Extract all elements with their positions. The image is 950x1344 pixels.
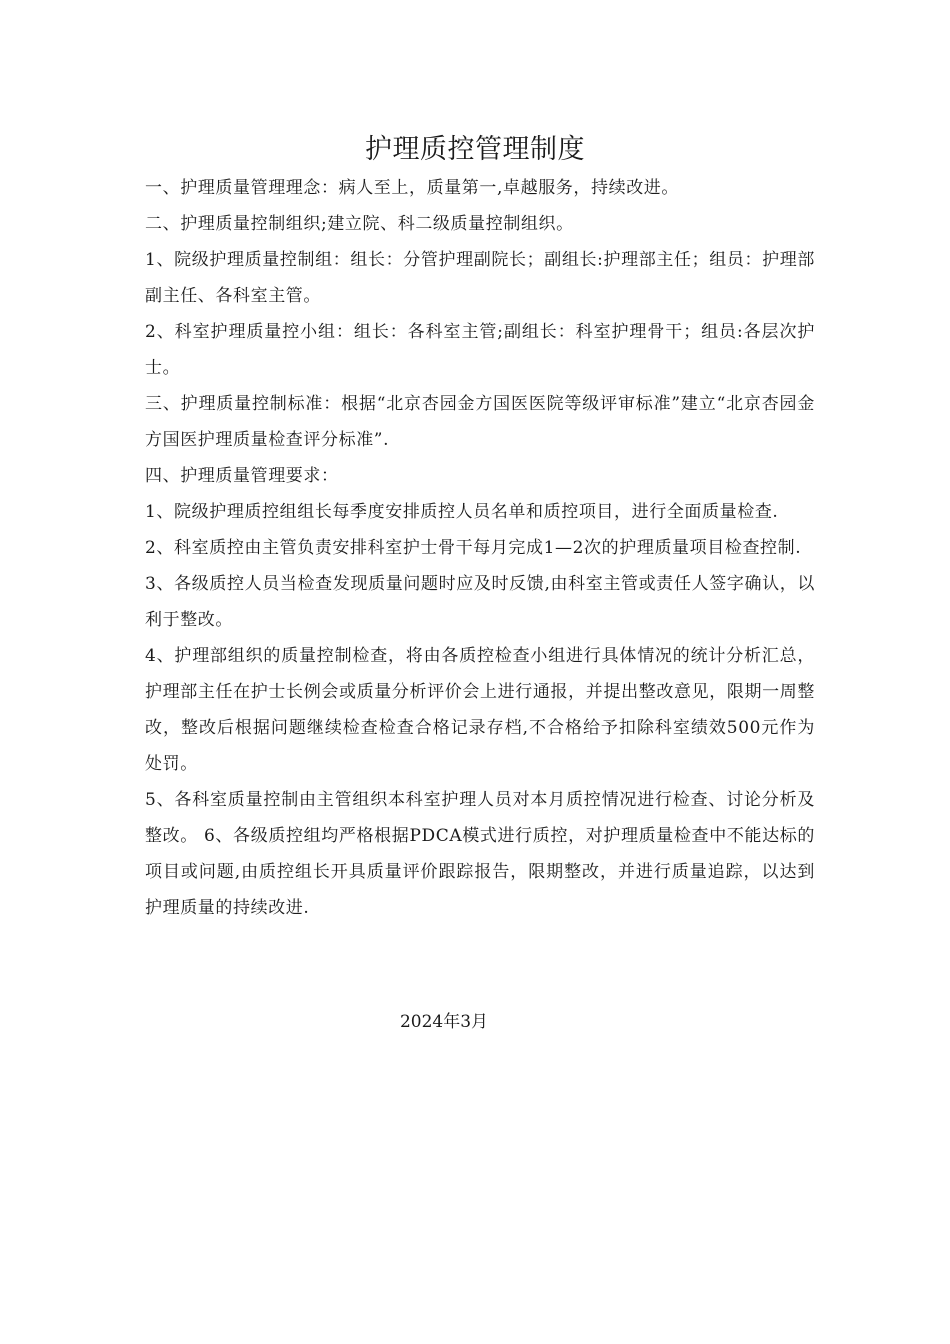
document-title: 护理质控管理制度 [365, 134, 585, 165]
paragraph-department-group: 2、科室护理质量控小组：组长：各科室主管;副组长：科室护理骨干；组员:各层次护士。 [145, 322, 815, 378]
paragraph-requirement-4: 4、护理部组织的质量控制检查，将由各质控检查小组进行具体情况的统计分析汇总，护理部主任在护士长例会或质量分析评价会上进行通报，并提出整改意见，限期一周整改，整改后根据问题继续检查检查合格记录存档,不合格给予扣除科室绩效500元作为处罚。 [145, 646, 815, 774]
paragraph-hospital-group: 1、院级护理质量控制组：组长：分管护理副院长；副组长:护理部主任；组员：护理部副主任、各科室主管。 [145, 250, 815, 306]
paragraph-philosophy: 一、护理质量管理理念：病人至上，质量第一,卓越服务，持续改进。 [145, 178, 680, 198]
paragraph-organization: 二、护理质量控制组织;建立院、科二级质量控制组织。 [145, 214, 574, 234]
paragraph-requirement-2: 2、科室质控由主管负责安排科室护士骨干每月完成1—2次的护理质量项目检查控制. [145, 538, 802, 558]
paragraph-requirement-1: 1、院级护理质控组组长每季度安排质控人员名单和质控项目，进行全面质量检查. [145, 502, 779, 522]
paragraph-requirements-heading: 四、护理质量管理要求： [145, 466, 339, 486]
document-date: 2024年3月 [399, 1012, 489, 1032]
paragraph-requirement-5-6: 5、各科室质量控制由主管组织本科室护理人员对本月质控情况进行检查、讨论分析及整改。 6、各级质控组均严格根据PDCA模式进行质控，对护理质量检查中不能达标的项目或问题,由质控组长开具质量评价跟踪报告，限期整改，并进行质量追踪，以达到护理质量的持续改进. [145, 790, 815, 918]
paragraph-requirement-3: 3、各级质控人员当检查发现质量问题时应及时反馈,由科室主管或责任人签字确认，以利于整改。 [145, 574, 815, 630]
document-body [145, 170, 815, 926]
paragraph-standards: 三、护理质量控制标准：根据“北京杏园金方国医医院等级评审标准”建立“北京杏园金方国医护理质量检查评分标准”. [145, 394, 815, 450]
